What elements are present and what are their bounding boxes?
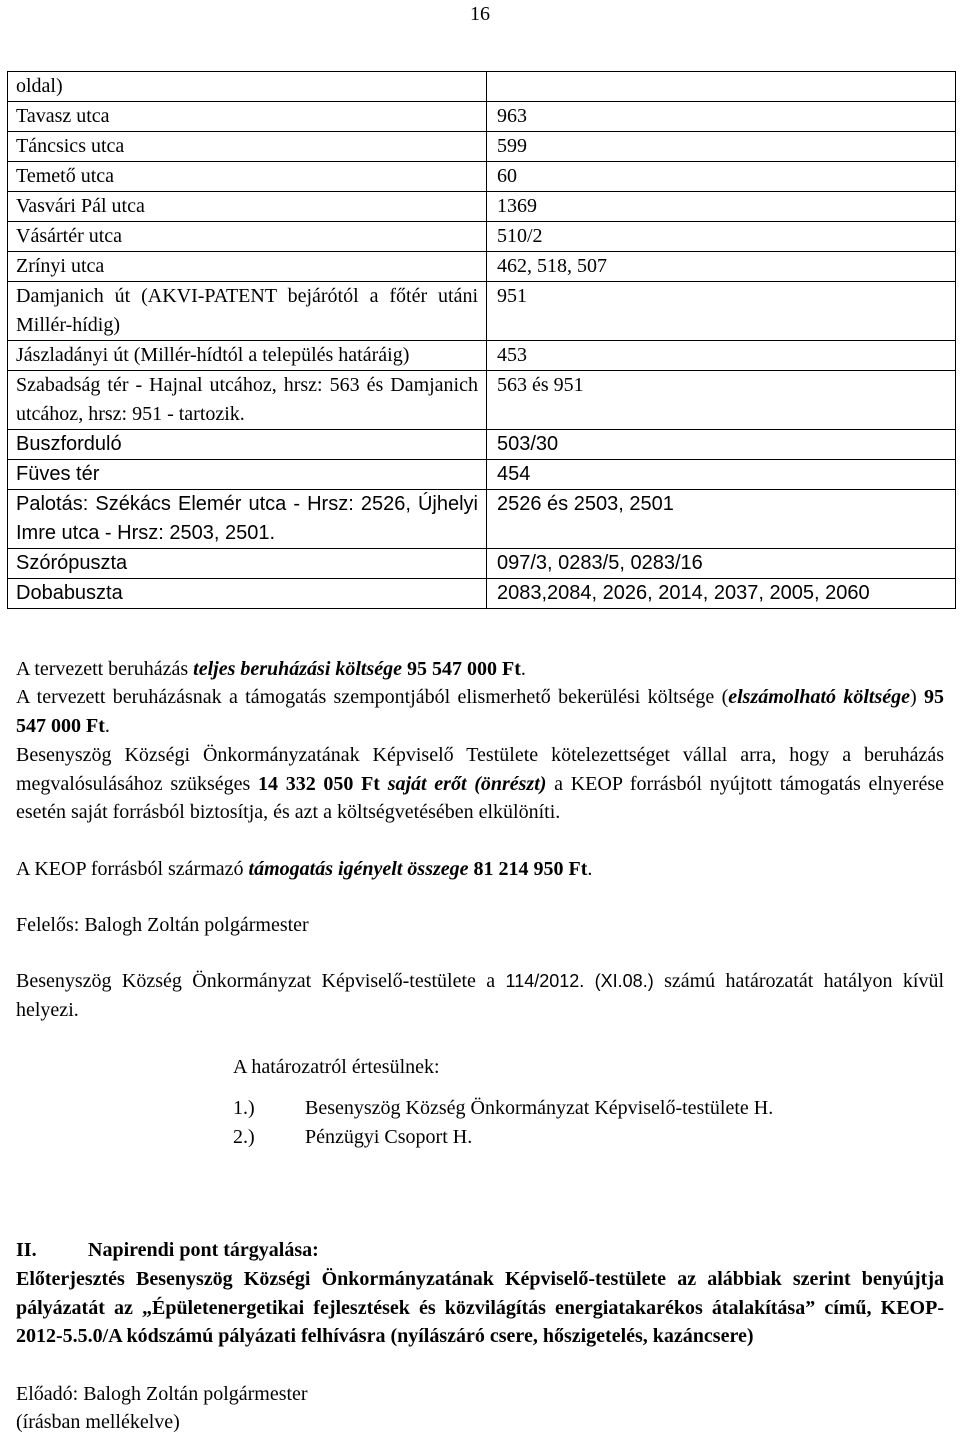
cost-text: A tervezett beruházás — [16, 658, 194, 680]
street-row — [8, 72, 956, 102]
notify-list — [233, 1094, 773, 1152]
cost-text: A KEOP forrásból származó — [16, 858, 249, 880]
parcel-number: 963 — [487, 102, 956, 132]
cost-paragraph-1 — [16, 655, 944, 684]
parcel-number: 454 — [487, 460, 956, 490]
agenda-title: Napirendi pont tárgyalása: — [88, 1239, 319, 1261]
notify-item-text: Pénzügyi Csoport H. — [305, 1126, 473, 1148]
eligible-cost-amount: 95 547 000 Ft — [16, 686, 944, 737]
street-name: Damjanich út (AKVI-PATENT bejárótól a főtér utáni Millér-hídig) — [8, 282, 487, 341]
street-name: Jászladányi út (Millér-hídtól a település határáig) — [8, 341, 487, 371]
parcel-number: 097/3, 0283/5, 0283/16 — [487, 549, 956, 579]
agenda-proposal: Előterjesztés Besenyszög Községi Önkormányzatának Képviselő-testülete az alábbiak szerint benyújtja pályázatát az „Épületenergetikai fejlesztések és közvilágítás energiatakarékos átalakítása” című, KEOP-2012-5.5.0/A kódszámú pályázati felhívásra (nyílászáró csere, hőszigetelés, kazáncsere) — [16, 1268, 944, 1348]
agenda-heading — [16, 1236, 944, 1265]
parcel-number: 453 — [487, 341, 956, 371]
notify-item-number: 2.) — [233, 1126, 255, 1148]
cost-text: A tervezett beruházásnak a támogatás szempontjából elismerhető bekerülési költsége ( — [16, 686, 729, 708]
requested-grant-label: támogatás igényelt összege — [248, 858, 469, 880]
repeal-paragraph — [16, 967, 944, 1024]
own-share-amount: 14 332 050 Ft — [258, 772, 380, 795]
notify-item — [233, 1094, 773, 1123]
street-name: Palotás: Székács Elemér utca - Hrsz: 2526, Újhelyi Imre utca - Hrsz: 2503, 2501. — [8, 490, 487, 549]
notify-item-number: 1.) — [233, 1097, 255, 1119]
repeal-text: számú határozatát hatályon kívül helyezi. — [16, 970, 944, 1021]
decree-number: 114/2012. (XI.08.) — [505, 971, 654, 991]
cost-paragraph-4 — [16, 855, 944, 884]
cost-text: Besenyszög Községi Önkormányzatának Képviselő Testülete kötelezettséget vállal arra, hogy a beruházás megvalósulásához szükséges — [16, 744, 944, 795]
street-name: Szórópuszta — [8, 549, 487, 579]
street-name: Vásártér utca — [8, 222, 487, 252]
street-name: Vasvári Pál utca — [8, 192, 487, 222]
parcel-number: 503/30 — [487, 430, 956, 460]
street-name: Zrínyi utca — [8, 252, 487, 282]
cost-text: . — [104, 714, 110, 737]
requested-grant-amount: 81 214 950 Ft — [468, 858, 588, 880]
repeal-text: Besenyszög Község Önkormányzat Képviselő-testülete a — [16, 970, 506, 992]
street-row — [8, 549, 956, 579]
street-row — [8, 222, 956, 252]
street-row — [8, 102, 956, 132]
street-name: Táncsics utca — [8, 132, 487, 162]
parcel-number: 599 — [487, 132, 956, 162]
street-name: Temető utca — [8, 162, 487, 192]
street-name: Buszforduló — [8, 430, 487, 460]
total-cost-label: teljes beruházási költsége — [193, 658, 403, 680]
street-row — [8, 579, 956, 609]
street-row — [8, 341, 956, 371]
agenda-attached-note: (írásban mellékelve) — [16, 1411, 180, 1433]
eligible-cost-label: elszámolható költsége — [728, 686, 911, 708]
street-name: Dobabuszta — [8, 579, 487, 609]
street-name: Tavasz utca — [8, 102, 487, 132]
responsible-line: Felelős: Balogh Zoltán polgármester — [16, 914, 309, 936]
cost-paragraph-2 — [16, 683, 944, 740]
cost-paragraph-3 — [16, 741, 944, 827]
notify-heading: A határozatról értesülnek: — [233, 1056, 440, 1078]
parcel-number: 60 — [487, 162, 956, 192]
street-row — [8, 132, 956, 162]
street-name: Füves tér — [8, 460, 487, 490]
parcel-number: 2526 és 2503, 2501 — [487, 490, 956, 549]
street-row — [8, 430, 956, 460]
street-name: oldal) — [8, 72, 487, 102]
notify-item-text: Besenyszög Község Önkormányzat Képviselő-testülete H. — [305, 1097, 774, 1119]
street-row — [8, 460, 956, 490]
parcel-number: 951 — [487, 282, 956, 341]
parcel-number: 563 és 951 — [487, 371, 956, 430]
street-row — [8, 252, 956, 282]
own-share-label: saját erőt (önrészt) — [387, 772, 547, 795]
street-table — [7, 71, 956, 609]
street-row — [8, 490, 956, 549]
street-row — [8, 282, 956, 341]
parcel-number — [487, 72, 956, 102]
street-row — [8, 371, 956, 430]
agenda-roman-numeral: II. — [16, 1239, 37, 1261]
cost-text: a KEOP forrásból nyújtott támogatás elnyerése esetén saját forrásból biztosítja, és azt a költségvetésében elkülöníti. — [16, 772, 944, 824]
street-name: Szabadság tér - Hajnal utcához, hrsz: 563 és Damjanich utcához, hrsz: 951 - tartozik. — [8, 371, 487, 430]
notify-item — [233, 1123, 773, 1152]
page-number: 16 — [470, 3, 490, 25]
parcel-number: 462, 518, 507 — [487, 252, 956, 282]
parcel-number: 1369 — [487, 192, 956, 222]
cost-text: . — [587, 858, 593, 880]
cost-text: ) — [910, 686, 924, 708]
street-row — [8, 162, 956, 192]
agenda-presenter: Előadó: Balogh Zoltán polgármester — [16, 1383, 308, 1405]
parcel-number: 510/2 — [487, 222, 956, 252]
parcel-number: 2083,2084, 2026, 2014, 2037, 2005, 2060 — [487, 579, 956, 609]
total-cost-amount: 95 547 000 Ft — [402, 658, 521, 680]
cost-text: . — [520, 658, 526, 680]
street-row — [8, 192, 956, 222]
